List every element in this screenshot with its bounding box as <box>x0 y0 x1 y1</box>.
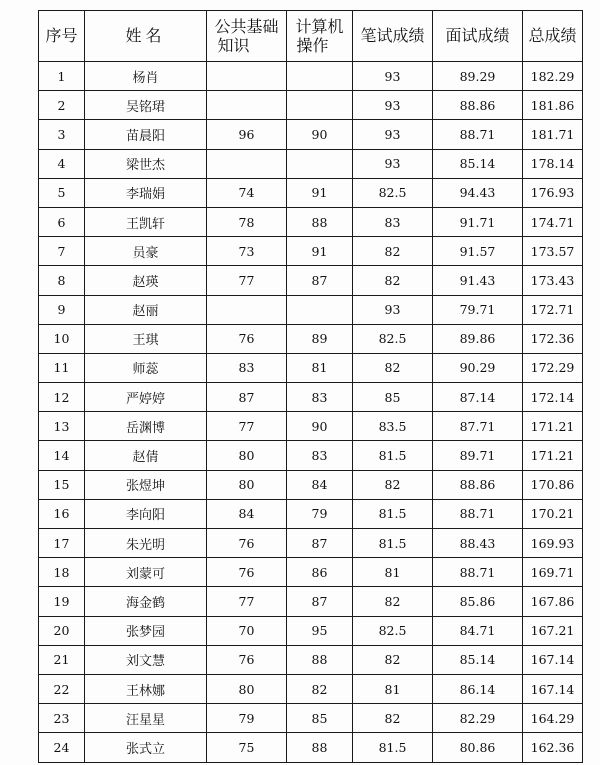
cell-name: 严婷婷 <box>85 383 207 412</box>
table-header <box>39 11 583 62</box>
cell-computer: 79 <box>287 499 353 528</box>
cell-interview: 89.71 <box>433 441 523 470</box>
cell-seq: 12 <box>39 383 85 412</box>
table-row <box>39 178 583 207</box>
cell-written: 82.5 <box>353 616 433 645</box>
cell-name: 海金鹤 <box>85 587 207 616</box>
cell-total: 169.93 <box>523 529 583 558</box>
cell-total: 169.71 <box>523 558 583 587</box>
header-computer-line1: 计算机 <box>295 17 344 36</box>
table-row <box>39 91 583 120</box>
cell-interview: 91.71 <box>433 207 523 236</box>
cell-total: 178.14 <box>523 149 583 178</box>
cell-computer: 83 <box>287 383 353 412</box>
header-written: 笔试成绩 <box>353 11 433 62</box>
cell-name: 王凯轩 <box>85 207 207 236</box>
cell-seq: 20 <box>39 616 85 645</box>
table-row <box>39 207 583 236</box>
cell-total: 167.21 <box>523 616 583 645</box>
cell-seq: 14 <box>39 441 85 470</box>
cell-public-knowledge: 74 <box>207 178 287 207</box>
cell-seq: 7 <box>39 237 85 266</box>
cell-total: 181.86 <box>523 91 583 120</box>
cell-seq: 13 <box>39 412 85 441</box>
table-row <box>39 237 583 266</box>
cell-interview: 79.71 <box>433 295 523 324</box>
cell-computer: 87 <box>287 266 353 295</box>
header-public-knowledge-line1: 公共基础 <box>214 17 279 36</box>
cell-computer: 95 <box>287 616 353 645</box>
header-public-knowledge <box>207 11 287 62</box>
cell-written: 82 <box>353 470 433 499</box>
cell-seq: 17 <box>39 529 85 558</box>
cell-public-knowledge: 76 <box>207 529 287 558</box>
cell-computer <box>287 295 353 324</box>
cell-public-knowledge: 96 <box>207 120 287 149</box>
cell-total: 171.21 <box>523 412 583 441</box>
cell-public-knowledge <box>207 62 287 91</box>
cell-seq: 9 <box>39 295 85 324</box>
cell-interview: 88.71 <box>433 120 523 149</box>
cell-total: 172.71 <box>523 295 583 324</box>
table-row <box>39 149 583 178</box>
cell-computer: 88 <box>287 645 353 674</box>
cell-interview: 88.43 <box>433 529 523 558</box>
cell-name: 刘蒙可 <box>85 558 207 587</box>
header-computer <box>287 11 353 62</box>
cell-name: 李向阳 <box>85 499 207 528</box>
cell-computer: 87 <box>287 529 353 558</box>
cell-public-knowledge: 75 <box>207 733 287 762</box>
table-row <box>39 558 583 587</box>
cell-seq: 18 <box>39 558 85 587</box>
cell-written: 82 <box>353 587 433 616</box>
table-row <box>39 733 583 762</box>
table-row <box>39 353 583 382</box>
cell-seq: 5 <box>39 178 85 207</box>
cell-interview: 82.29 <box>433 704 523 733</box>
cell-public-knowledge <box>207 149 287 178</box>
cell-name: 朱光明 <box>85 529 207 558</box>
cell-interview: 89.29 <box>433 62 523 91</box>
header-public-knowledge-line2: 知识 <box>217 36 250 55</box>
header-row <box>39 11 583 62</box>
cell-public-knowledge: 77 <box>207 412 287 441</box>
cell-written: 83 <box>353 207 433 236</box>
cell-total: 162.36 <box>523 733 583 762</box>
cell-seq: 4 <box>39 149 85 178</box>
cell-name: 张梦园 <box>85 616 207 645</box>
cell-interview: 88.71 <box>433 558 523 587</box>
cell-seq: 10 <box>39 324 85 353</box>
cell-total: 172.36 <box>523 324 583 353</box>
cell-public-knowledge: 76 <box>207 324 287 353</box>
cell-total: 172.29 <box>523 353 583 382</box>
cell-name: 张式立 <box>85 733 207 762</box>
cell-seq: 6 <box>39 207 85 236</box>
cell-written: 82 <box>353 645 433 674</box>
header-interview: 面试成绩 <box>433 11 523 62</box>
table-row <box>39 120 583 149</box>
cell-written: 82 <box>353 237 433 266</box>
cell-seq: 3 <box>39 120 85 149</box>
cell-seq: 24 <box>39 733 85 762</box>
cell-name: 赵瑛 <box>85 266 207 295</box>
cell-computer: 90 <box>287 120 353 149</box>
cell-written: 82 <box>353 704 433 733</box>
table-row <box>39 529 583 558</box>
cell-seq: 11 <box>39 353 85 382</box>
cell-total: 164.29 <box>523 704 583 733</box>
cell-interview: 90.29 <box>433 353 523 382</box>
table-row <box>39 324 583 353</box>
cell-interview: 87.14 <box>433 383 523 412</box>
cell-computer: 91 <box>287 237 353 266</box>
cell-written: 83.5 <box>353 412 433 441</box>
cell-total: 181.71 <box>523 120 583 149</box>
cell-public-knowledge: 78 <box>207 207 287 236</box>
cell-written: 93 <box>353 149 433 178</box>
cell-name: 张煜坤 <box>85 470 207 499</box>
cell-public-knowledge: 76 <box>207 558 287 587</box>
cell-computer <box>287 149 353 178</box>
cell-seq: 19 <box>39 587 85 616</box>
cell-public-knowledge: 80 <box>207 674 287 703</box>
cell-total: 167.14 <box>523 645 583 674</box>
cell-written: 82.5 <box>353 324 433 353</box>
cell-name: 王林娜 <box>85 674 207 703</box>
cell-computer: 91 <box>287 178 353 207</box>
cell-total: 167.86 <box>523 587 583 616</box>
table-row <box>39 383 583 412</box>
table-row <box>39 266 583 295</box>
cell-written: 82.5 <box>353 178 433 207</box>
cell-seq: 8 <box>39 266 85 295</box>
cell-written: 82 <box>353 353 433 382</box>
cell-public-knowledge: 70 <box>207 616 287 645</box>
cell-name: 赵倩 <box>85 441 207 470</box>
cell-interview: 94.43 <box>433 178 523 207</box>
cell-total: 172.14 <box>523 383 583 412</box>
cell-total: 173.57 <box>523 237 583 266</box>
cell-interview: 88.86 <box>433 470 523 499</box>
cell-name: 王琪 <box>85 324 207 353</box>
cell-name: 员豪 <box>85 237 207 266</box>
cell-public-knowledge: 79 <box>207 704 287 733</box>
cell-computer: 81 <box>287 353 353 382</box>
cell-name: 梁世杰 <box>85 149 207 178</box>
table-row <box>39 62 583 91</box>
cell-name: 汪星星 <box>85 704 207 733</box>
cell-seq: 15 <box>39 470 85 499</box>
cell-written: 93 <box>353 295 433 324</box>
cell-seq: 2 <box>39 91 85 120</box>
cell-computer: 90 <box>287 412 353 441</box>
cell-total: 174.71 <box>523 207 583 236</box>
table-row <box>39 645 583 674</box>
cell-written: 81 <box>353 674 433 703</box>
cell-total: 171.21 <box>523 441 583 470</box>
header-computer-line2: 操作 <box>296 36 329 55</box>
cell-computer: 88 <box>287 733 353 762</box>
cell-interview: 85.14 <box>433 645 523 674</box>
header-total: 总成绩 <box>523 11 583 62</box>
cell-name: 苗晨阳 <box>85 120 207 149</box>
cell-interview: 85.86 <box>433 587 523 616</box>
cell-public-knowledge <box>207 91 287 120</box>
header-name-label: 姓名 <box>125 26 166 45</box>
table-row <box>39 412 583 441</box>
cell-written: 82 <box>353 266 433 295</box>
cell-public-knowledge: 80 <box>207 470 287 499</box>
table-row <box>39 441 583 470</box>
cell-public-knowledge: 77 <box>207 587 287 616</box>
cell-name: 李瑞娟 <box>85 178 207 207</box>
cell-written: 81 <box>353 558 433 587</box>
table-row <box>39 674 583 703</box>
cell-written: 85 <box>353 383 433 412</box>
cell-name: 赵丽 <box>85 295 207 324</box>
cell-computer <box>287 62 353 91</box>
cell-name: 岳渊博 <box>85 412 207 441</box>
cell-interview: 89.86 <box>433 324 523 353</box>
cell-public-knowledge: 84 <box>207 499 287 528</box>
cell-seq: 1 <box>39 62 85 91</box>
cell-written: 81.5 <box>353 529 433 558</box>
table-body <box>39 62 583 763</box>
score-table <box>38 10 583 763</box>
cell-seq: 16 <box>39 499 85 528</box>
cell-computer: 87 <box>287 587 353 616</box>
cell-total: 182.29 <box>523 62 583 91</box>
cell-interview: 80.86 <box>433 733 523 762</box>
cell-total: 170.21 <box>523 499 583 528</box>
cell-written: 81.5 <box>353 499 433 528</box>
cell-written: 93 <box>353 120 433 149</box>
cell-computer: 83 <box>287 441 353 470</box>
cell-computer: 84 <box>287 470 353 499</box>
cell-interview: 85.14 <box>433 149 523 178</box>
cell-computer: 88 <box>287 207 353 236</box>
cell-seq: 22 <box>39 674 85 703</box>
cell-name: 刘文慧 <box>85 645 207 674</box>
table-row <box>39 295 583 324</box>
cell-total: 176.93 <box>523 178 583 207</box>
cell-public-knowledge: 76 <box>207 645 287 674</box>
cell-public-knowledge: 77 <box>207 266 287 295</box>
cell-public-knowledge: 83 <box>207 353 287 382</box>
cell-written: 81.5 <box>353 441 433 470</box>
cell-computer: 82 <box>287 674 353 703</box>
cell-computer <box>287 91 353 120</box>
cell-public-knowledge: 87 <box>207 383 287 412</box>
table-row <box>39 616 583 645</box>
cell-interview: 86.14 <box>433 674 523 703</box>
cell-name: 吴铭珺 <box>85 91 207 120</box>
cell-interview: 87.71 <box>433 412 523 441</box>
cell-computer: 85 <box>287 704 353 733</box>
cell-public-knowledge <box>207 295 287 324</box>
table-row <box>39 587 583 616</box>
cell-interview: 88.86 <box>433 91 523 120</box>
cell-total: 167.14 <box>523 674 583 703</box>
cell-seq: 21 <box>39 645 85 674</box>
cell-written: 81.5 <box>353 733 433 762</box>
table-row <box>39 470 583 499</box>
cell-total: 170.86 <box>523 470 583 499</box>
cell-interview: 91.43 <box>433 266 523 295</box>
cell-interview: 84.71 <box>433 616 523 645</box>
table-row <box>39 499 583 528</box>
cell-public-knowledge: 80 <box>207 441 287 470</box>
cell-written: 93 <box>353 91 433 120</box>
cell-computer: 89 <box>287 324 353 353</box>
header-name <box>85 11 207 62</box>
cell-written: 93 <box>353 62 433 91</box>
cell-total: 173.43 <box>523 266 583 295</box>
table-row <box>39 704 583 733</box>
header-seq: 序号 <box>39 11 85 62</box>
cell-name: 杨肖 <box>85 62 207 91</box>
cell-interview: 88.71 <box>433 499 523 528</box>
cell-public-knowledge: 73 <box>207 237 287 266</box>
cell-computer: 86 <box>287 558 353 587</box>
cell-name: 师蕊 <box>85 353 207 382</box>
cell-seq: 23 <box>39 704 85 733</box>
cell-interview: 91.57 <box>433 237 523 266</box>
